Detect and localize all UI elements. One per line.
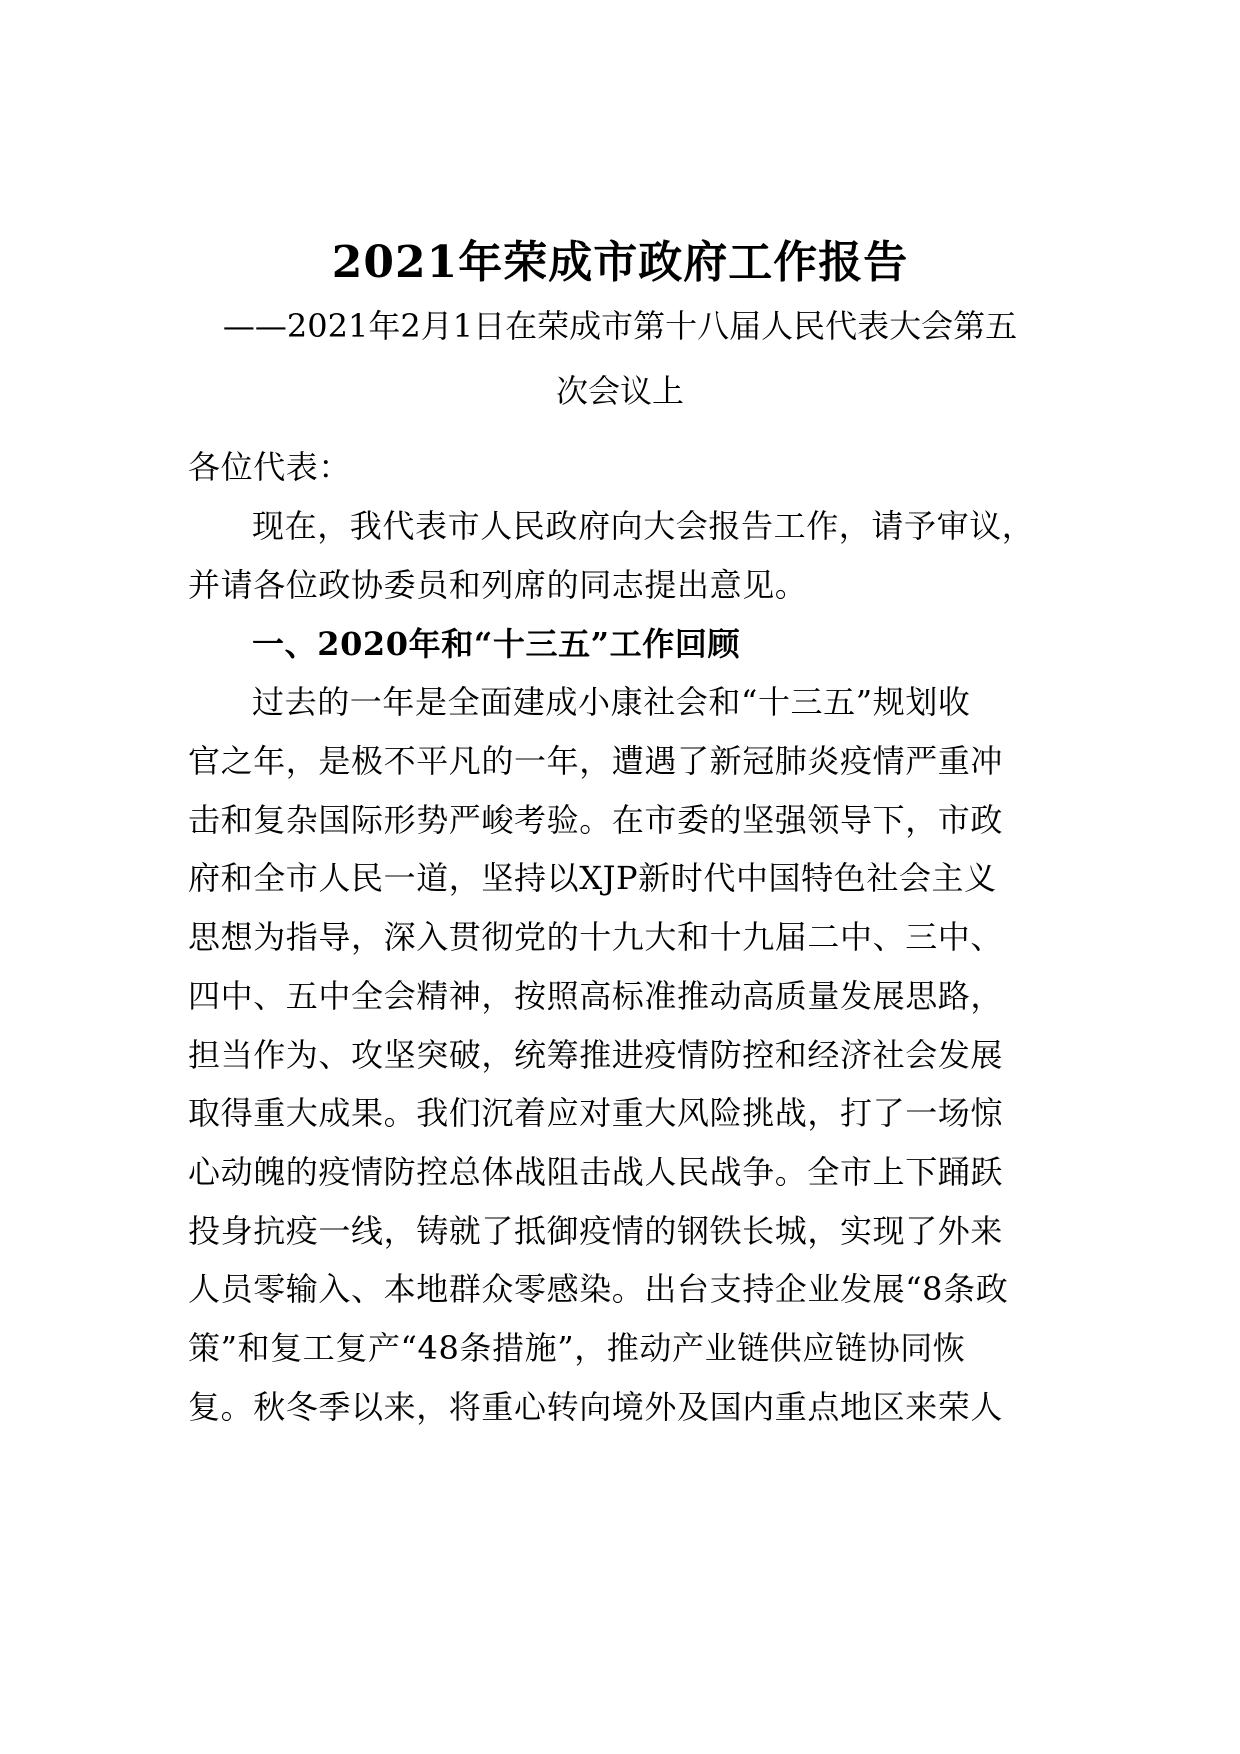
report-title: 2021年荣成市政府工作报告: [331, 237, 909, 288]
subtitle-line-1: ——2021年2月1日在荣成市第十八届人民代表大会第五: [222, 307, 1018, 345]
body-line: 击和复杂国际形势严峻考验。在市委的坚强领导下，市政: [188, 801, 1004, 839]
intro-line-1: 现在，我代表市人民政府向大会报告工作，请予审议，: [252, 507, 1035, 545]
body-line: 人员零输入、本地群众零感染。出台支持企业发展“8条政: [188, 1270, 1009, 1308]
body-line: 府和全市人民一道，坚持以XJP新时代中国特色社会主义: [188, 859, 997, 897]
body-line: 思想为指导，深入贯彻党的十九大和十九届二中、三中、: [188, 918, 1004, 956]
body-line: 取得重大成果。我们沉着应对重大风险挑战，打了一场惊: [188, 1094, 1004, 1132]
body-line: 四中、五中全会精神，按照高标准推动高质量发展思路，: [188, 977, 1004, 1015]
body-line: 投身抗疫一线，铸就了抵御疫情的钢铁长城，实现了外来: [188, 1212, 1004, 1250]
salutation: 各位代表：: [188, 448, 352, 486]
section-heading: 一、2020年和“十三五”工作回顾: [252, 625, 741, 663]
subtitle-line-2: 次会议上: [555, 372, 684, 410]
body-line: 策”和复工复产“48条措施”，推动产业链供应链协同恢: [188, 1329, 966, 1367]
body-line: 心动魄的疫情防控总体战阻击战人民战争。全市上下踊跃: [188, 1153, 1004, 1191]
body-line: 担当作为、攻坚突破，统筹推进疫情防控和经济社会发展: [188, 1036, 1004, 1074]
intro-line-2: 并请各位政协委员和列席的同志提出意见。: [188, 566, 808, 604]
body-line: 过去的一年是全面建成小康社会和“十三五”规划收: [252, 683, 971, 721]
body-line: 复。秋冬季以来，将重心转向境外及国内重点地区来荣人: [188, 1388, 1004, 1426]
body-line: 官之年，是极不平凡的一年，遭遇了新冠肺炎疫情严重冲: [188, 742, 1004, 780]
